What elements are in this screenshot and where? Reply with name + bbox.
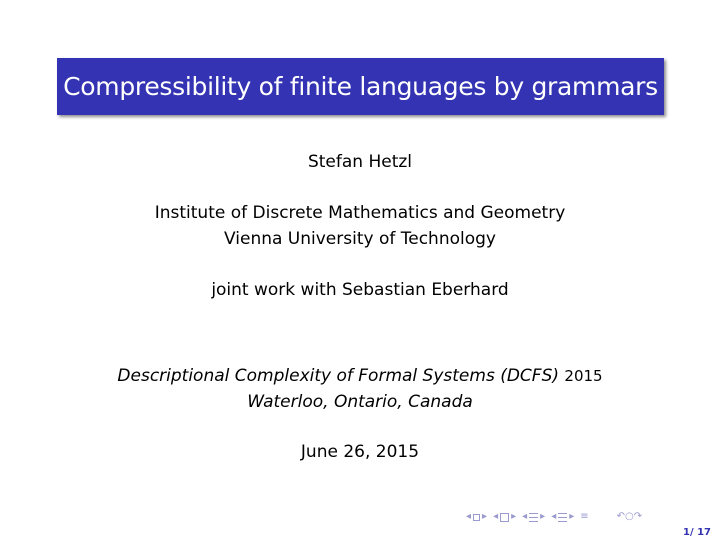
conference-title: Descriptional Complexity of Formal Systems (DCFS) <box>117 366 559 386</box>
title-banner <box>57 58 664 115</box>
subsection-icon[interactable] <box>500 513 509 522</box>
arrow-left-icon[interactable]: ◂ <box>466 511 472 522</box>
arrow-left-icon[interactable]: ◂ <box>522 511 528 522</box>
page-number: 1/ 17 <box>682 527 711 538</box>
conference-name <box>0 366 720 386</box>
search-loop-icon[interactable]: ↶○↷ <box>616 511 643 522</box>
arrow-left-icon[interactable]: ◂ <box>551 511 557 522</box>
joint-work-note: joint work with Sebastian Eberhard <box>211 280 509 300</box>
section-icon[interactable] <box>529 513 538 522</box>
equiv-icon[interactable]: ≡ <box>580 511 589 522</box>
document-icon[interactable] <box>558 513 567 522</box>
beamer-navigation <box>466 510 642 524</box>
frame-icon[interactable] <box>473 514 480 521</box>
conference-location: Waterloo, Ontario, Canada <box>247 392 473 412</box>
nav-subsection-group[interactable] <box>493 512 516 522</box>
arrow-left-icon[interactable]: ◂ <box>493 511 499 522</box>
nav-section-group[interactable] <box>522 512 545 522</box>
author-name: Stefan Hetzl <box>307 152 413 172</box>
slide-title: Compressibility of finite languages by grammars <box>63 72 658 101</box>
arrow-right-icon[interactable]: ▸ <box>569 511 575 522</box>
arrow-right-icon[interactable]: ▸ <box>540 511 546 522</box>
arrow-right-icon[interactable]: ▸ <box>482 511 488 522</box>
nav-document-group[interactable] <box>551 512 574 522</box>
nav-frame-group[interactable] <box>466 512 487 522</box>
conference-year: 2015 <box>564 367 603 385</box>
arrow-right-icon[interactable]: ▸ <box>511 511 517 522</box>
presentation-date: June 26, 2015 <box>300 442 420 462</box>
institute-line-2: Vienna University of Technology <box>224 229 496 249</box>
institute-line-1: Institute of Discrete Mathematics and Geometry <box>154 203 566 223</box>
